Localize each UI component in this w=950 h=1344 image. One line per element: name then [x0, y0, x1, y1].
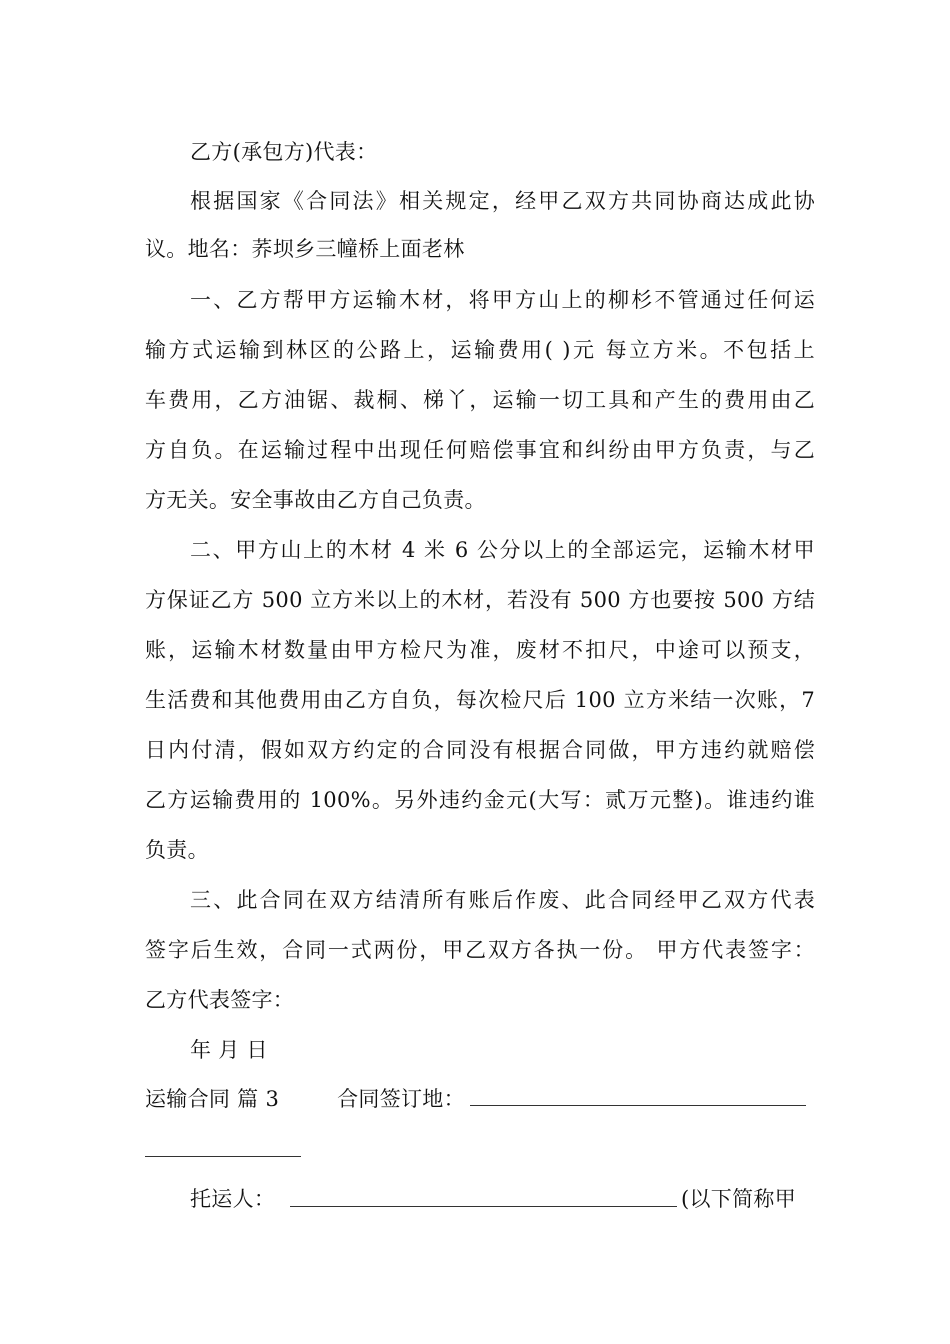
shipper-suffix: (以下简称甲: [681, 1187, 796, 1211]
party-b-representative: 乙方(承包方)代表：: [190, 140, 378, 164]
party-b-signature-label: 乙方代表签字：: [145, 988, 295, 1012]
shipper-blank: [290, 1206, 677, 1207]
clause-1-line-2: 输方式运输到林区的公路上，运输费用( )元 每立方米。不包括上: [145, 338, 815, 362]
clause-1-line-1: 一、乙方帮甲方运输木材，将甲方山上的柳杉不管通过任何运: [190, 288, 815, 312]
clause-1-line-5: 方无关。安全事故由乙方自己负责。: [145, 488, 486, 512]
sign-place-blank-continued: [145, 1156, 301, 1157]
section-title: 运输合同 篇 3: [145, 1087, 280, 1111]
sign-place-blank: [470, 1105, 806, 1106]
clause-2-line-1: 二、甲方山上的木材 4 米 6 公分以上的全部运完，运输木材甲: [190, 538, 815, 562]
clause-3-line-2: 签字后生效，合同一式两份，甲乙双方各执一份。 甲方代表签字：: [145, 938, 815, 962]
preamble-line-2: 议。地名：荞坝乡三幢桥上面老林: [145, 237, 465, 261]
clause-1-line-4: 方自负。在运输过程中出现任何赔偿事宜和纠纷由甲方负责，与乙: [145, 438, 815, 462]
section-header: [145, 1084, 815, 1114]
clause-2-line-6: 乙方运输费用的 100%。另外违约金元(大写：贰万元整)。谁违约谁: [145, 788, 815, 812]
shipper-label: 托运人：: [190, 1187, 276, 1211]
sign-place-label: 合同签订地：: [337, 1087, 465, 1111]
preamble-line-1: 根据国家《合同法》相关规定，经甲乙双方共同协商达成此协: [190, 189, 815, 213]
clause-2-line-3: 账，运输木材数量由甲方检尺为准，废材不扣尺，中途可以预支，: [145, 638, 815, 662]
clause-3-line-1: 三、此合同在双方结清所有账后作废、此合同经甲乙双方代表: [190, 888, 815, 912]
clause-2-line-5: 日内付清，假如双方约定的合同没有根据合同做，甲方违约就赔偿: [145, 738, 815, 762]
clause-1-line-3: 车费用，乙方油锯、裁桐、梯丫，运输一切工具和产生的费用由乙: [145, 388, 815, 412]
date-line: 年 月 日: [190, 1038, 268, 1062]
clause-2-line-4: 生活费和其他费用由乙方自负，每次检尺后 100 立方米结一次账，7: [145, 688, 815, 712]
clause-2-line-7: 负责。: [145, 838, 209, 862]
clause-2-line-2: 方保证乙方 500 立方米以上的木材，若没有 500 方也要按 500 方结: [145, 588, 815, 612]
